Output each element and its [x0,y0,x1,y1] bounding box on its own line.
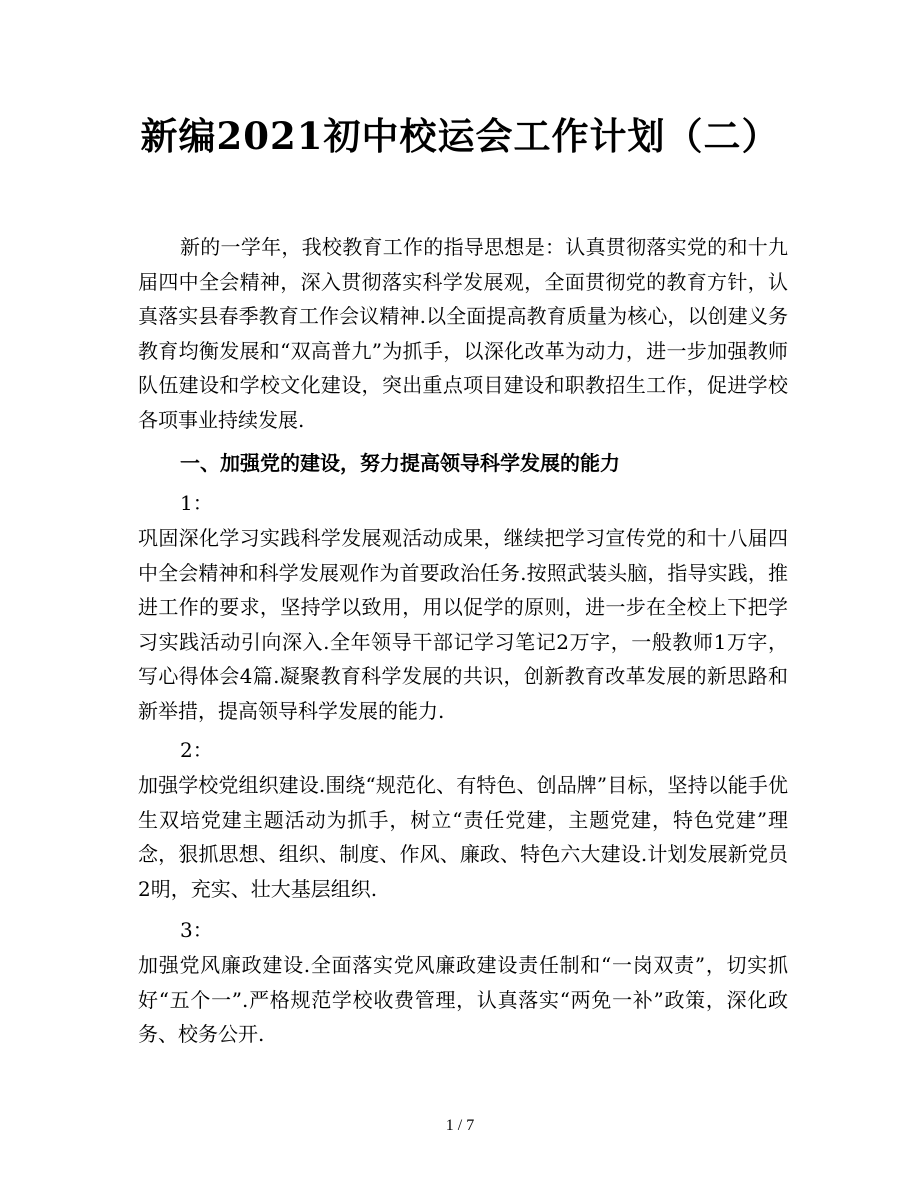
item-paragraph-1: 巩固深化学习实践科学发展观活动成果，继续把学习宣传党的和十八届四中全会精神和科学发展观作为首要政治任务.按照武装头脑，指导实践，推进工作的要求，坚持学以致用，用以促学的原则，进一步在全校上下把学习实践活动引向深入.全年领导干部记学习笔记2万字，一般教师1万字，写心得体会4篇.凝聚教育科学发展的共识，创新教育改革发展的新思路和新举措，提高领导科学发展的能力. [138,526,788,723]
item-paragraph-2: 加强学校党组织建设.围绕“规范化、有特色、创品牌”目标，坚持以能手优生双培党建主题活动为抓手，树立“责任党建，主题党建，特色党建”理念，狠抓思想、组织、制度、作风、廉政、特色六大建设.计划发展新党员2明，充实、壮大基层组织. [138,773,788,901]
item-number-1: 1： [180,491,213,515]
item-paragraph-3: 加强党风廉政建设.全面落实党风廉政建设责任制和“一岗双责”，切实抓好“五个一”.严格规范学校收费管理，认真落实“两免一补”政策，深化政务、校务公开. [138,953,788,1046]
intro-paragraph: 新的一学年，我校教育工作的指导思想是：认真贯彻落实党的和十九届四中全会精神，深入贯彻落实科学发展观，全面贯彻党的教育方针，认真落实县春季教育工作会议精神.以全面提高教育质量为核心，以创建义务教育均衡发展和“双高普九”为抓手，以深化改革为动力，进一步加强教师队伍建设和学校文化建设，突出重点项目建设和职教招生工作，促进学校各项事业持续发展. [138,235,788,432]
item-number-3: 3： [180,918,213,942]
section-heading-1: 一、加强党的建设，努力提高领导科学发展的能力 [180,451,620,475]
document-title: 新编2021初中校运会工作计划（二） [140,114,780,158]
item-number-2: 2： [180,738,213,762]
page-number: 1 / 7 [445,1117,475,1134]
